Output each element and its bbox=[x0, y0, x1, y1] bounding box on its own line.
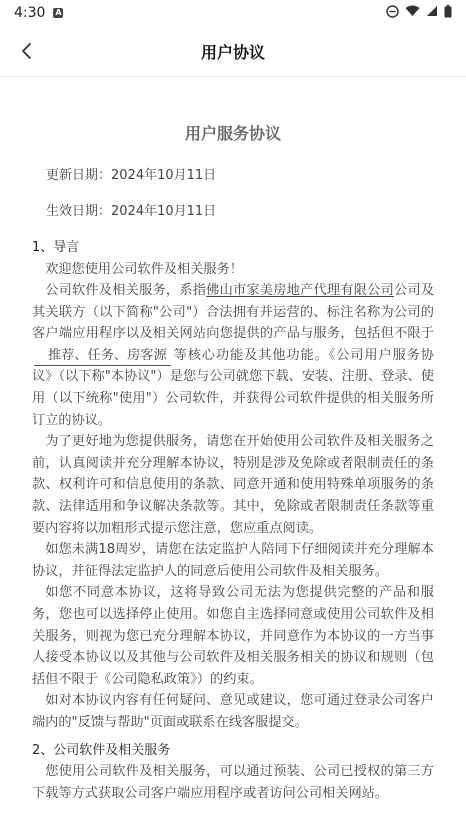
back-button[interactable] bbox=[6, 26, 46, 76]
status-time: 4:30 bbox=[14, 5, 46, 21]
effective-date: 生效日期：2024年10月11日 bbox=[46, 204, 217, 219]
paragraph-feedback: 如对本协议内容有任何疑问、意见或建议，您可通过登录公司客户端内的"反馈与帮助"页面或联系在线客服提交。 bbox=[32, 693, 434, 730]
company-name: 佛山市家美房地产代理有限公司 bbox=[206, 283, 394, 299]
battery-icon bbox=[444, 5, 452, 22]
paragraph-welcome: 欢迎您使用公司软件及相关服务！ bbox=[45, 261, 243, 277]
do-not-disturb-icon bbox=[386, 5, 399, 22]
chevron-left-icon bbox=[20, 42, 32, 60]
core-features-blank: 推荐、任务、房客源 bbox=[34, 347, 171, 366]
status-bar bbox=[0, 0, 466, 26]
paragraph-read-carefully: 为了更好地为您提供服务，请您在开始使用公司软件及相关服务之前，认真阅读并充分理解本协议，特别是涉及免除或者限制责任的条款、权利许可和信息使用的条款、同意开通和使用特殊单项服务的条款、法律适用和争议解决条款等。其中，免除或者限制责任条款等重要内容将以加粗形式提示您注意，您应重点阅读。 bbox=[32, 434, 434, 536]
cellular-signal-icon bbox=[426, 5, 438, 21]
paragraph-disagree: 如您不同意本协议，这将导致公司无法为您提供完整的产品和服务，您也可以选择停止使用。如您自主选择同意或使用公司软件及相关服务，则视为您已充分理解本协议，并同意作为本协议的一方当事人接受本协议以及其他与公司软件及相关服务相关的协议和规则（包括但不限于《公司隐私政策》）的约束。 bbox=[32, 585, 434, 687]
update-date: 更新日期：2024年10月11日 bbox=[46, 168, 217, 183]
paragraph-minors: 如您未满18周岁，请您在法定监护人陪同下仔细阅读并充分理解本协议，并征得法定监护人的同意后使用公司软件及相关服务。 bbox=[32, 542, 434, 579]
document-title: 用户服务协议 bbox=[184, 124, 281, 143]
paragraph-obtain-software: 您使用公司软件及相关服务，可以通过预装、公司已授权的第三方下载等方式获取公司客户端应用程序或者访问公司相关网站。 bbox=[32, 764, 434, 801]
paragraph-definition: 公司软件及相关服务，系指佛山市家美房地产代理有限公司公司及其关联方（以下简称"公司"）合法拥有并运营的、标注名称为公司的客户端应用程序以及相关网站向您提供的产品与服务，包括但不限于推荐、任务、房客源 等核心功能及其他功能。《公司用户服务协议》（以下称"本协议"）是您与公司就您下载、安装、注册、登录、使用（以下统称"使用"）公司软件，并获得公司软件提供的相关服务所订立的协议。 bbox=[32, 283, 435, 428]
agreement-content[interactable] bbox=[0, 123, 466, 804]
nav-bar bbox=[0, 26, 466, 77]
section-heading-intro: 1、导言 bbox=[32, 240, 80, 255]
section-heading-services: 2、公司软件及相关服务 bbox=[32, 742, 171, 758]
page-title: 用户协议 bbox=[200, 42, 265, 62]
notification-a-icon: A bbox=[55, 8, 62, 17]
wifi-icon bbox=[405, 5, 420, 21]
